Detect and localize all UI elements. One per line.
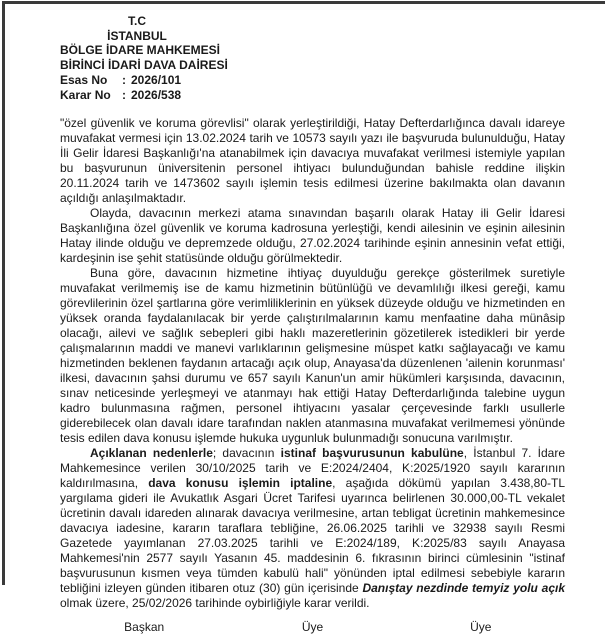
court-header-line: İSTANBUL [107, 28, 167, 43]
decision-paragraph [60, 266, 565, 446]
text-segment: olmak üzere, 25/02/2026 tarihinde oybirliğiyle karar verildi. [60, 596, 370, 610]
text-segment: Buna göre, davacının hizmetine ihtiyaç duyulduğu gerekçe gösterilmek suretiyle muvafakat verilmemiş ise de kamu hizmetinin bütünlüğü ve devamlılığı ilkesi gereği, kamu görevlilerinin özel şartlarına göre verimliliklerinin en yüksek düzeyde olduğu ve hizmetinden en yüksek oranda faydalanılacak bir yerde çalıştırılmalarının kamu menfaatine daha münâsip olacağı, ailevi ve sağlık sebepleri gibi haklı mazeretlerinin gözetilerek istedikleri bir yerde çalışmalarının maddi ve manevi varlıklarının gelişmesine müspet katkı sağlayacağı ve kamu hizmetinden beklenen faydanın artacağı açık olup, Anayasa'da düzenlenen 'ailenin korunması' ilkesi, davacının şahsi durumu ve 657 sayılı Kanun'un amir hükümleri karşısında, davacının, sınav neticesinde yerleşmeyi ve atanmayı hak ettiği Hatay Defterdarlığında talebine uygun kadro bulunmasına rağmen, personel ihtiyacını yasalar çerçevesinde farklı usullerle giderebilecek olan davalı idare tarafından naklen atanmasına muvafakat verilmemesi yönünde tesis edilen dava konusu işlemde hukuka uygunluk bulunmadığı sonucuna varılmıştır. [60, 266, 565, 445]
document-page-background [0, 1, 605, 634]
text-segment: , aşağıda dökümü yapılan 3.438,80-TL yargılama gideri ile Avukatlık Asgari Ücret Tarifesi uyarınca belirlenen 30.000,00-TL vekalet ücretinin davalı idareden alınarak davacıya verilmesine, artan tebligat ücretinin mahkemesince davacıya iadesine, kararın taraflara tebliğine, 26.06.2025 tarihli ve 32938 sayılı Resmi Gazetede yayımlanan 27.03.2025 tarihli ve E:2024/189, K:2025/83 sayılı Anayasa Mahkemesi'nin 2577 sayılı Yasanın 45. maddesinin 6. fıkrasının birinci cümlesinin "istinaf başvurusunun kısmen veya tümden kabulü hali" yönünden iptal edilmesi sebebiyle kararın tebliğini izleyen günden itibaren otuz (30) gün içerisinde [60, 476, 565, 595]
text-segment: istinaf başvurusunun kabulüne [280, 446, 464, 460]
signature-title: Üye [470, 620, 492, 634]
text-segment: , İstanbul 7. İdare Mahkemesince verilen 30/10/2025 tarih ve E:2024/2404, K:2025/1920 sayılı kararının kaldırılmasına, [60, 446, 565, 490]
case-number-label: Esas No [60, 73, 108, 87]
case-number-label: Karar No [60, 87, 111, 102]
decision-paragraph [60, 206, 565, 266]
court-header-line: BÖLGE İDARE MAHKEMESİ [60, 43, 221, 57]
decision-paragraph [60, 116, 565, 206]
text-segment: Olayda, davacının merkezi atama sınavından başarılı olarak Hatay ili Gelir İdaresi Başkanlığına özel güvenlik ve koruma kadrosuna yerleştiği, kendi ailesinin ve eşinin ailesinin Hatay ilinde olduğu ve depremzede olduğu, 27.02.2024 tarihinde eşinin annesinin vefat ettiği, kardeşinin ise şehit statüsünde olduğu görülmektedir. [60, 206, 565, 265]
text-segment: Açıklanan nedenlerle [90, 446, 213, 460]
signature-title: Üye [301, 620, 324, 634]
text-segment: ; davacının [212, 446, 281, 460]
case-number-row [60, 73, 214, 88]
case-number-separator: : [122, 87, 126, 102]
case-number-value: 2026/538 [131, 87, 182, 102]
signature-row [60, 620, 565, 634]
case-number-block [60, 73, 214, 102]
signature-title: Başkan [124, 620, 165, 634]
case-number-row [60, 88, 214, 103]
court-decision-page [2, 1, 605, 634]
court-header [60, 14, 228, 102]
decision-body-text [60, 116, 565, 611]
case-number-value: 2026/101 [131, 73, 182, 87]
text-segment: Danıştay nezdinde temyiz yolu açık [362, 581, 566, 595]
text-segment: "özel güvenlik ve koruma görevlisi" olarak yerleştirildiği, Hatay Defterdarlığınca davalı idareye muvafakat vermesi için 13.02.2024 tarih ve 10573 sayılı yazı ile başvuruda bulunulduğu, Hatay İli Gelir İdaresi Başkanlığı'na atanabilmek için davacıya muvafakat verilmesi istemiyle yapılan bu başvurunun üniversitenin personel ihtiyacı bulunduğundan bahisle reddine ilişkin 20.11.2024 tarih ve 1473602 sayılı işlemin tesis edilmesi üzerine bakılmakta olan davanın açıldığı anlaşılmaktadır. [60, 116, 565, 205]
court-header-line: BİRİNCİ İDARİ DAVA DAİRESİ [60, 57, 228, 72]
court-header-lines [60, 14, 228, 72]
case-number-separator: : [122, 73, 126, 87]
decision-paragraph [60, 446, 565, 611]
text-segment: dava konusu işlemin iptaline [148, 476, 333, 490]
court-header-line: T.C [128, 14, 146, 28]
